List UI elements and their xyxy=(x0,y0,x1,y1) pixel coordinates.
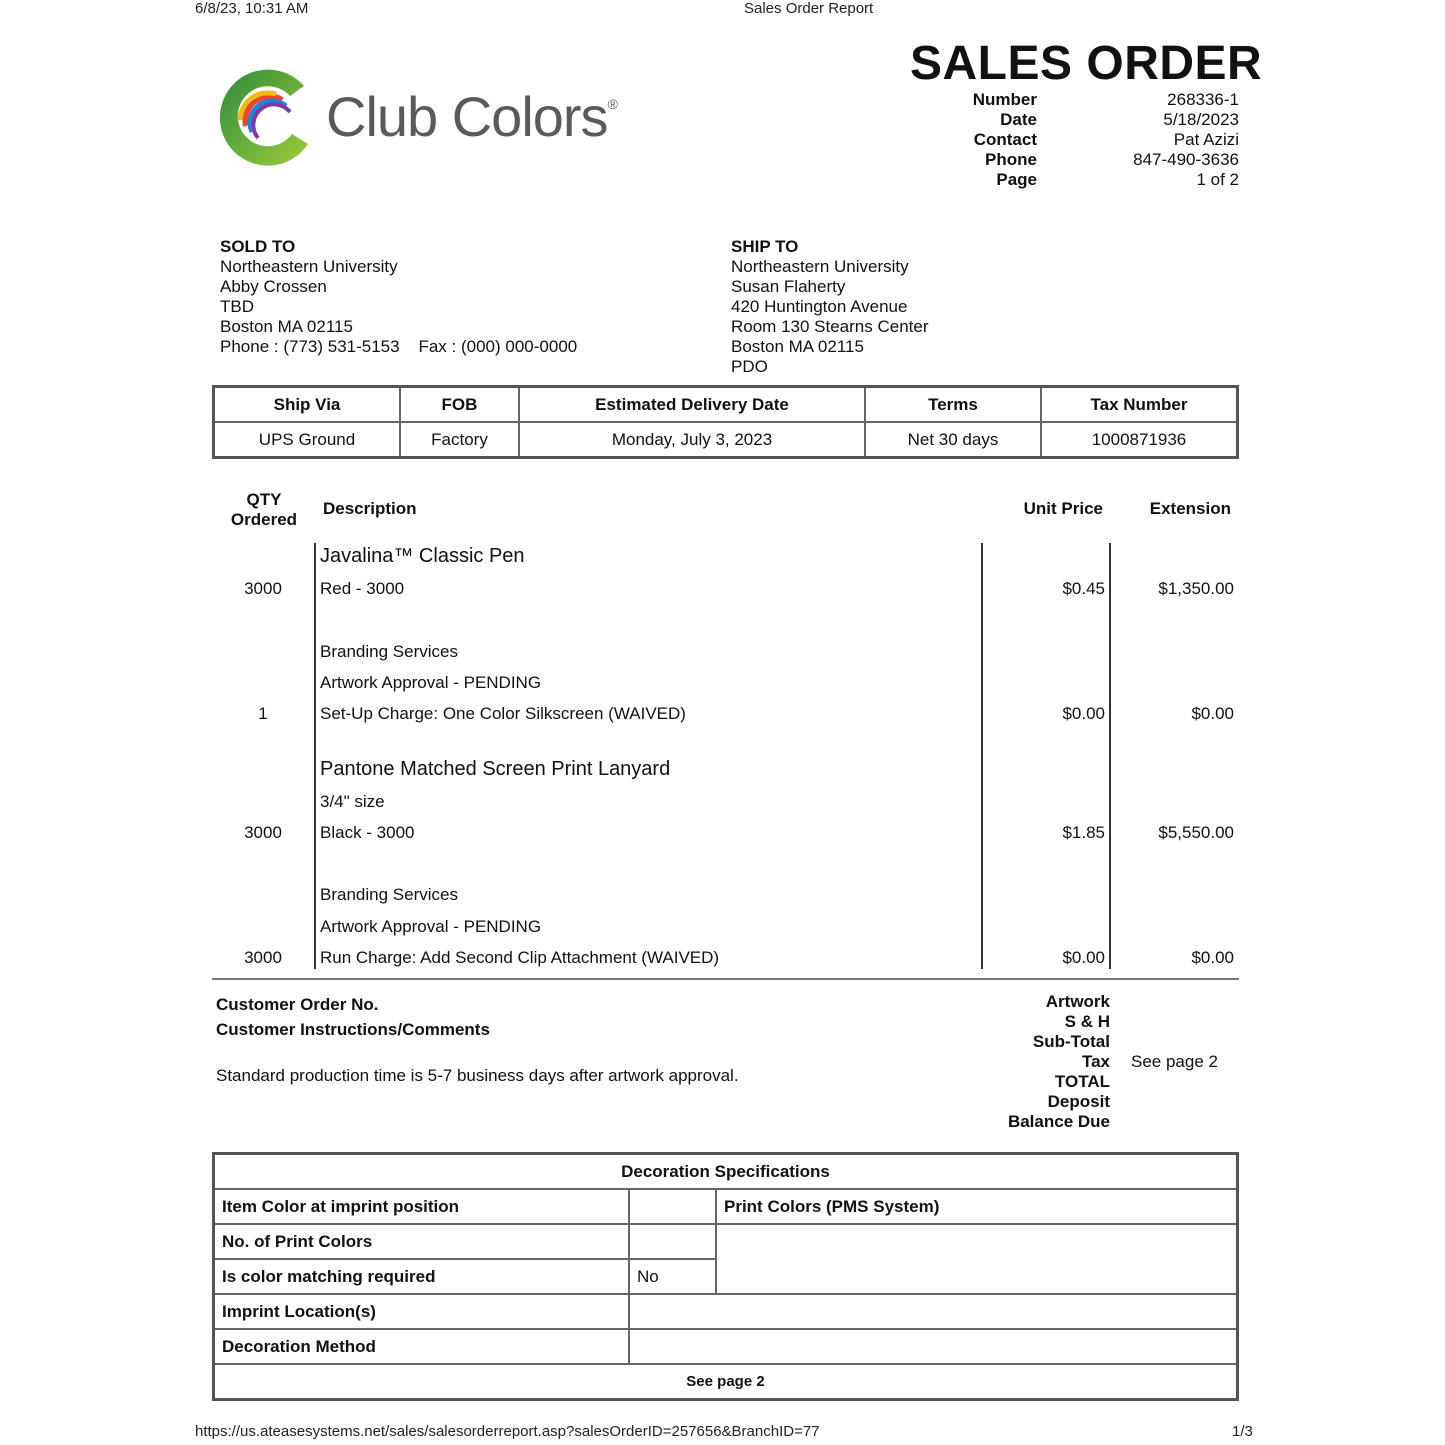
print-url: https://us.ateasesystems.net/sales/salesorderreport.asp?salesOrderID=257656&BranchID=77 xyxy=(195,1423,820,1440)
total-label: TOTAL xyxy=(1054,1072,1110,1091)
item-description: Artwork Approval - PENDING xyxy=(320,917,542,936)
ship-via-header: Ship Via xyxy=(214,387,401,423)
sold-to-line: Boston MA 02115 xyxy=(220,317,353,336)
item-extension: $0.00 xyxy=(1191,704,1234,723)
tax-label: Tax xyxy=(1081,1052,1110,1071)
qty-header xyxy=(214,490,314,530)
terms-value: Net 30 days xyxy=(865,422,1041,458)
fob-header: FOB xyxy=(400,387,519,423)
meta-value: 5/18/2023 xyxy=(1163,110,1239,129)
num-colors-label: No. of Print Colors xyxy=(214,1224,630,1259)
terms-header: Terms xyxy=(865,387,1041,423)
meta-label: Date xyxy=(1000,110,1037,129)
print-colors-label: Print Colors (PMS System) xyxy=(716,1189,1238,1224)
item-description: Set-Up Charge: One Color Silkscreen (WAIVED) xyxy=(320,704,686,723)
print-colors-value xyxy=(716,1224,1238,1294)
customer-order-label: Customer Order No. xyxy=(216,995,379,1014)
extension-header: Extension xyxy=(1149,499,1231,518)
item-qty: 1 xyxy=(258,704,268,723)
print-page-counter: 1/3 xyxy=(1232,1423,1253,1440)
meta-contact-row xyxy=(917,130,1239,150)
imprint-location-label: Imprint Location(s) xyxy=(214,1294,630,1329)
decoration-see-page: See page 2 xyxy=(214,1364,1238,1400)
item-unit-price: $0.45 xyxy=(1062,579,1105,598)
qty-header-line: Ordered xyxy=(230,510,298,529)
subtotal-label: Sub-Total xyxy=(1032,1032,1110,1051)
ship-to-block xyxy=(731,237,929,377)
meta-page-row xyxy=(917,170,1239,190)
color-matching-label: Is color matching required xyxy=(214,1259,630,1294)
item-unit-price: $0.00 xyxy=(1062,948,1105,967)
meta-value: Pat Azizi xyxy=(1173,130,1239,149)
meta-value: 1 of 2 xyxy=(1196,170,1239,189)
item-description: Artwork Approval - PENDING xyxy=(320,673,542,692)
club-colors-logo-text: Club Colors® xyxy=(326,85,617,148)
item-description: Branding Services xyxy=(320,642,458,661)
meta-date-row xyxy=(917,110,1239,130)
column-divider xyxy=(314,543,316,969)
item-title: Javalina™ Classic Pen xyxy=(320,545,525,567)
decoration-row xyxy=(214,1189,1238,1224)
sh-label: S & H xyxy=(1064,1012,1110,1031)
item-extension: $1,350.00 xyxy=(1158,579,1234,598)
ship-to-line: PDO xyxy=(731,357,768,376)
ship-to-line: Boston MA 02115 xyxy=(731,337,864,356)
shipping-header-row xyxy=(214,387,1238,423)
color-matching-value: No xyxy=(629,1259,716,1294)
item-unit-price: $0.00 xyxy=(1062,704,1105,723)
totals-see-page: See page 2 xyxy=(1131,1052,1218,1071)
meta-value: 847-490-3636 xyxy=(1133,150,1239,169)
decoration-specs-table xyxy=(212,1152,1239,1401)
customer-instructions-label: Customer Instructions/Comments xyxy=(216,1020,490,1039)
decoration-method-value xyxy=(629,1329,1238,1364)
item-description: Branding Services xyxy=(320,885,458,904)
club-colors-logo-mark xyxy=(212,58,324,170)
item-extension: $0.00 xyxy=(1191,948,1234,967)
tax-number-value: 1000871936 xyxy=(1041,422,1238,458)
balance-due-label: Balance Due xyxy=(1007,1112,1110,1131)
shipping-table xyxy=(212,385,1239,459)
ship-to-line: Room 130 Stearns Center xyxy=(731,317,929,336)
ship-to-title: SHIP TO xyxy=(731,237,799,256)
order-meta xyxy=(917,90,1239,190)
column-divider xyxy=(981,543,983,969)
sales-order-title: SALES ORDER xyxy=(910,37,1263,90)
decoration-footer-row xyxy=(214,1364,1238,1400)
meta-value: 268336-1 xyxy=(1167,90,1239,109)
totals-labels xyxy=(960,992,1110,1132)
ship-via-value: UPS Ground xyxy=(214,422,401,458)
decoration-method-label: Decoration Method xyxy=(214,1329,630,1364)
meta-label: Phone xyxy=(985,150,1037,169)
decoration-title: Decoration Specifications xyxy=(214,1154,1238,1190)
ship-to-line: 420 Huntington Avenue xyxy=(731,297,908,316)
sold-to-title: SOLD TO xyxy=(220,237,296,256)
decoration-row xyxy=(214,1294,1238,1329)
imprint-location-value xyxy=(629,1294,1238,1329)
meta-label: Page xyxy=(996,170,1037,189)
ship-to-line: Susan Flaherty xyxy=(731,277,846,296)
production-note: Standard production time is 5-7 business days after artwork approval. xyxy=(216,1066,739,1085)
items-divider xyxy=(212,978,1239,980)
tax-number-header: Tax Number xyxy=(1041,387,1238,423)
meta-phone-row xyxy=(917,150,1239,170)
report-title: Sales Order Report xyxy=(744,0,874,17)
sold-to-line: Phone : (773) 531-5153 Fax : (000) 000-0000 xyxy=(220,337,578,356)
sold-to-line: TBD xyxy=(220,297,254,316)
sold-to-block xyxy=(220,237,577,357)
meta-label: Contact xyxy=(973,130,1037,149)
item-description: Run Charge: Add Second Clip Attachment (WAIVED) xyxy=(320,948,720,967)
decoration-row xyxy=(214,1224,1238,1259)
deposit-label: Deposit xyxy=(1047,1092,1110,1111)
item-qty: 3000 xyxy=(244,579,282,598)
item-color-value xyxy=(629,1189,716,1224)
unit-price-header: Unit Price xyxy=(1023,499,1103,518)
item-title: Pantone Matched Screen Print Lanyard xyxy=(320,758,671,780)
delivery-date-header: Estimated Delivery Date xyxy=(519,387,865,423)
item-description: Black - 3000 xyxy=(320,823,415,842)
shipping-value-row xyxy=(214,422,1238,458)
delivery-date-value: Monday, July 3, 2023 xyxy=(519,422,865,458)
decoration-title-row xyxy=(214,1154,1238,1190)
decoration-row xyxy=(214,1329,1238,1364)
sold-to-line: Northeastern University xyxy=(220,257,398,276)
sold-to-line: Abby Crossen xyxy=(220,277,327,296)
print-timestamp: 6/8/23, 10:31 AM xyxy=(195,0,309,17)
qty-header-line: QTY xyxy=(246,490,282,509)
item-description: Red - 3000 xyxy=(320,579,405,598)
meta-number-row xyxy=(917,90,1239,110)
item-description: 3/4" size xyxy=(320,792,385,811)
item-qty: 3000 xyxy=(244,948,282,967)
meta-label: Number xyxy=(972,90,1037,109)
item-extension: $5,550.00 xyxy=(1158,823,1234,842)
item-qty: 3000 xyxy=(244,823,282,842)
item-unit-price: $1.85 xyxy=(1062,823,1105,842)
ship-to-line: Northeastern University xyxy=(731,257,909,276)
description-header: Description xyxy=(323,499,417,518)
item-color-label: Item Color at imprint position xyxy=(214,1189,630,1224)
num-colors-value xyxy=(629,1224,716,1259)
artwork-label: Artwork xyxy=(1045,992,1110,1011)
column-divider xyxy=(1109,543,1111,969)
fob-value: Factory xyxy=(400,422,519,458)
